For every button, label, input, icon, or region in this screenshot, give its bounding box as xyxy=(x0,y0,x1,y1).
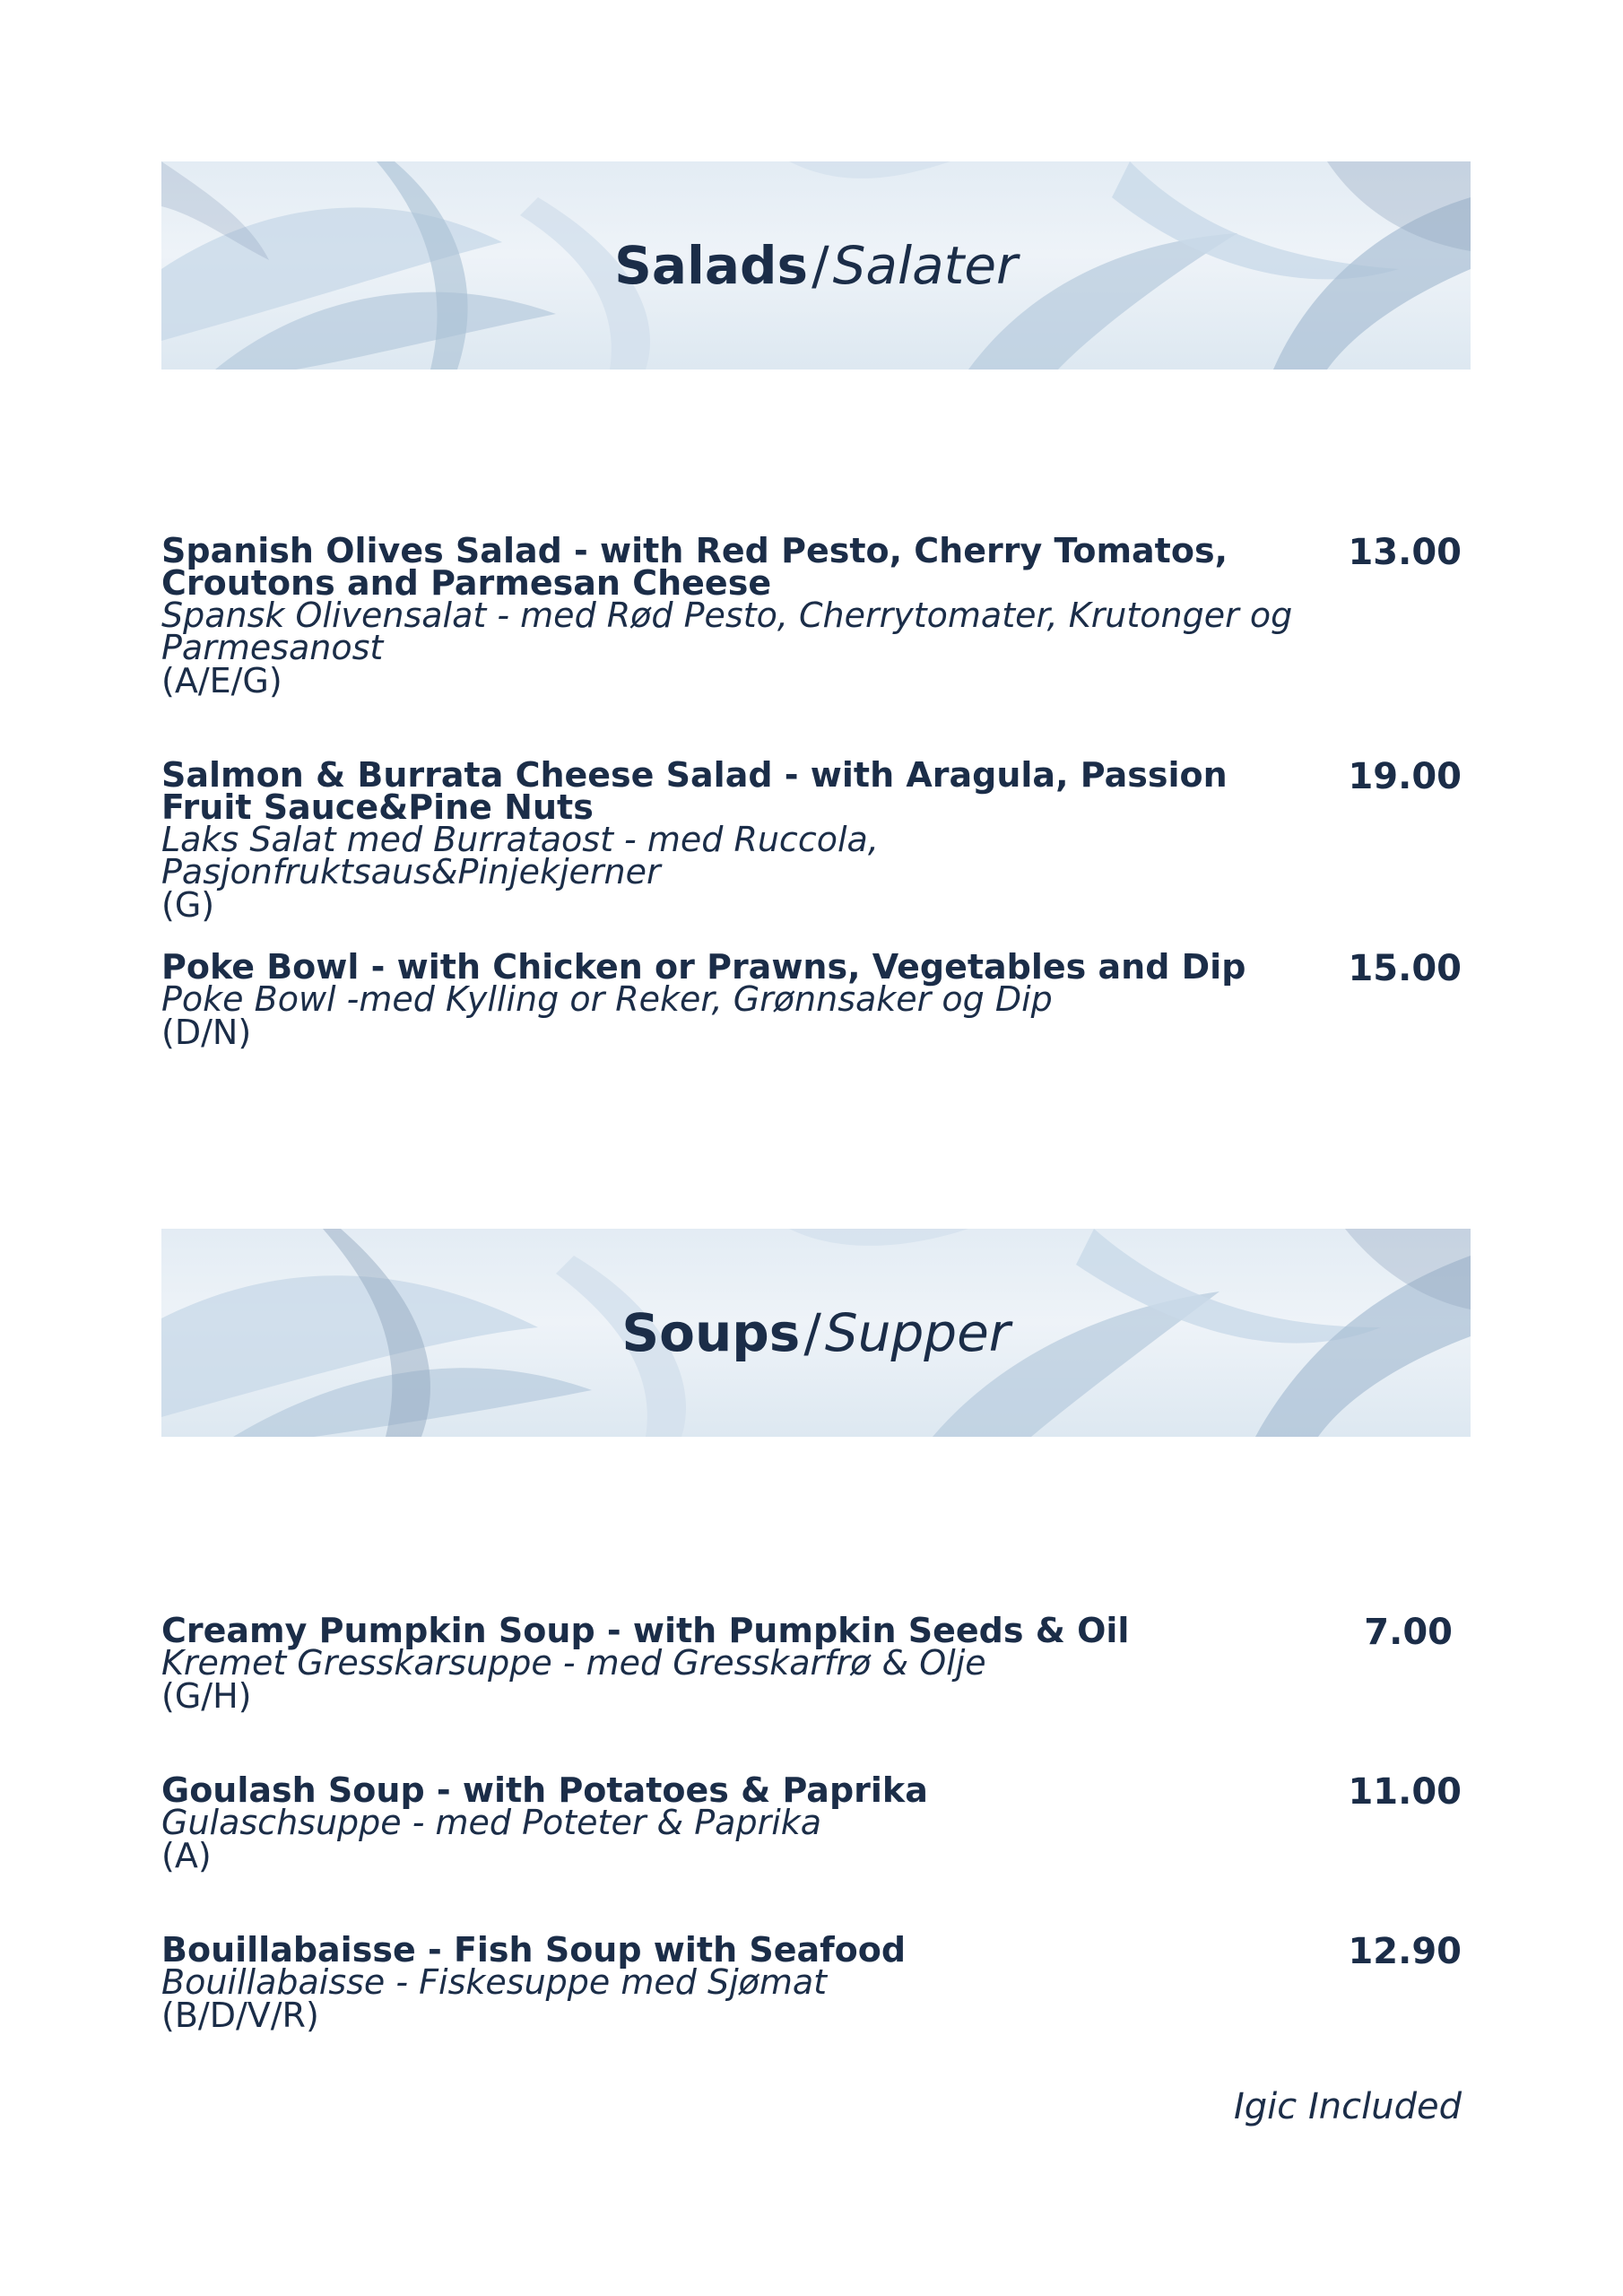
section-title-separator: / xyxy=(812,235,829,296)
item-price: 11.00 xyxy=(1348,1771,1462,1813)
item-name-norwegian: Gulaschsuppe - med Poteter & Paprika xyxy=(161,1803,822,1842)
menu-item xyxy=(161,1611,1471,1716)
item-price: 13.00 xyxy=(1348,532,1462,573)
item-allergens: (D/N) xyxy=(161,1013,252,1052)
item-allergens: (A/E/G) xyxy=(161,661,282,700)
section-title-norwegian: Salater xyxy=(832,235,1018,296)
item-name-english: Poke Bowl - with Chicken or Prawns, Vegetables and Dip xyxy=(161,947,1246,987)
item-name-norwegian: Poke Bowl -med Kylling or Reker, Grønnsaker og Dip xyxy=(161,979,1053,1019)
item-price: 15.00 xyxy=(1348,948,1462,989)
section-title-english: Soups xyxy=(621,1302,801,1363)
soups-section-title xyxy=(621,1302,1010,1363)
menu-item xyxy=(161,1930,1471,2035)
item-allergens: (G) xyxy=(161,885,215,925)
item-name-english: Creamy Pumpkin Soup - with Pumpkin Seeds & Oil xyxy=(161,1611,1130,1650)
item-allergens: (A) xyxy=(161,1836,212,1875)
item-allergens: (B/D/V/R) xyxy=(161,1996,319,2035)
salads-section-title xyxy=(614,235,1018,296)
menu-item xyxy=(161,947,1471,1052)
menu-item xyxy=(161,755,1471,925)
section-title-english: Salads xyxy=(614,235,809,296)
item-name-norwegian: Laks Salat med Burrataost - med Ruccola, Pasjonfruktsaus&Pinjekjerner xyxy=(161,820,879,891)
menu-item xyxy=(161,1770,1471,1875)
item-name-english: Spanish Olives Salad - with Red Pesto, Cherry Tomatos, Croutons and Parmesan Cheese xyxy=(161,531,1228,603)
item-name-norwegian: Kremet Gresskarsuppe - med Gresskarfrø & Olje xyxy=(161,1643,986,1683)
tax-note: Igic Included xyxy=(1233,2086,1462,2127)
menu-item xyxy=(161,531,1471,700)
item-name-norwegian: Spansk Olivensalat - med Rød Pesto, Cherrytomater, Krutonger og Parmesanost xyxy=(161,596,1293,667)
soups-section-banner xyxy=(161,1229,1471,1437)
item-name-english: Goulash Soup - with Potatoes & Paprika xyxy=(161,1770,928,1810)
item-name-english: Bouillabaisse - Fish Soup with Seafood xyxy=(161,1930,907,1970)
section-title-separator: / xyxy=(803,1302,821,1363)
salads-section-banner xyxy=(161,161,1471,370)
item-price: 12.90 xyxy=(1348,1931,1462,1972)
section-title-norwegian: Supper xyxy=(824,1302,1011,1363)
item-name-english: Salmon & Burrata Cheese Salad - with Aragula, Passion Fruit Sauce&Pine Nuts xyxy=(161,755,1228,827)
item-allergens: (G/H) xyxy=(161,1676,252,1716)
item-price: 7.00 xyxy=(1364,1612,1453,1653)
item-name-norwegian: Bouillabaisse - Fiskesuppe med Sjømat xyxy=(161,1962,828,2002)
item-price: 19.00 xyxy=(1348,756,1462,797)
